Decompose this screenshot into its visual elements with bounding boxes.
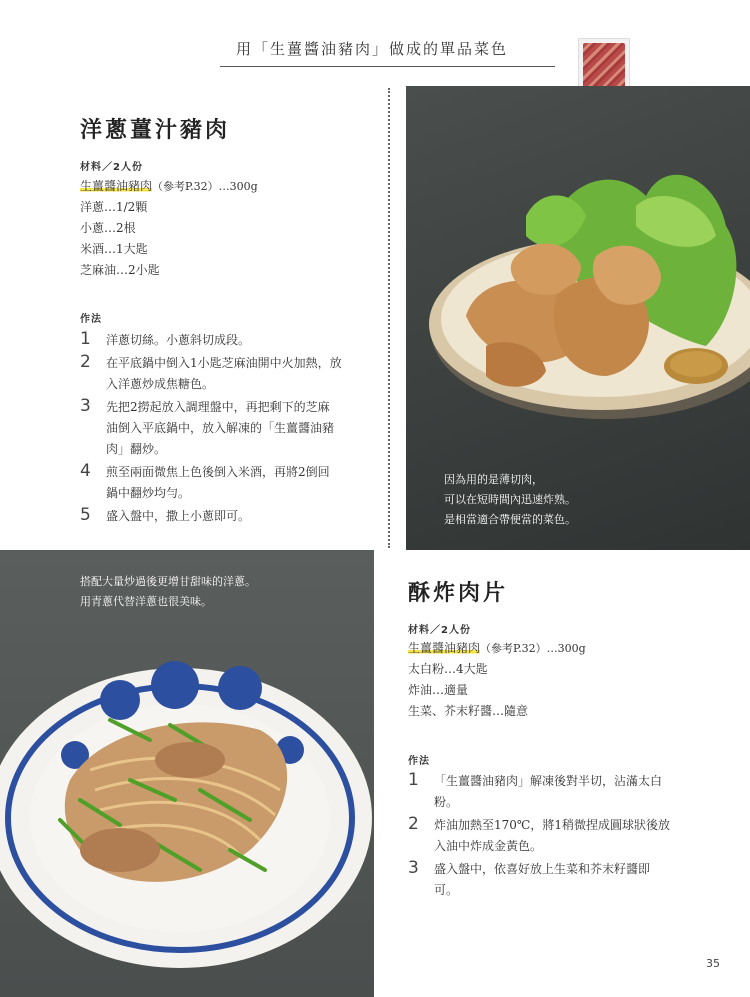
step-text: 粉。: [434, 795, 459, 809]
step-item: [80, 330, 380, 351]
step-text: 先把2撈起放入調理盤中，再把剩下的芝麻: [106, 400, 330, 414]
step-text: 油倒入平底鍋中，放入解凍的「生薑醬油豬: [106, 421, 335, 435]
page-number: 35: [706, 957, 720, 970]
recipe2-photo-caption: [444, 470, 576, 530]
caption-line: 是相當適合帶便當的菜色。: [444, 513, 576, 526]
caption-line: 可以在短時間內迅速炸熟。: [444, 493, 576, 506]
step-number: 1: [80, 329, 91, 349]
step-item: [80, 506, 380, 527]
recipe1-steps: [80, 330, 380, 529]
stir-fry-pork-photo: [0, 550, 374, 997]
recipe1-method-heading: 作法: [80, 314, 102, 325]
caption-line: 因為用的是薄切肉，: [444, 473, 543, 486]
step-text: 在平底鍋中倒入1小匙芝麻油開中火加熱，放: [106, 356, 342, 370]
recipe1-ingredients-heading: 材料／2人份: [80, 162, 143, 173]
caption-line: 搭配大量炒過後更增甘甜味的洋蔥。: [80, 575, 256, 588]
ingredient-item: 生菜、芥末籽醬…隨意: [408, 704, 529, 718]
recipe2-ingredients-heading: 材料／2人份: [408, 625, 471, 636]
ingredient-amount: （參考P.32）…300g: [152, 180, 258, 193]
ingredient-highlight: 生薑醬油豬肉: [408, 641, 481, 655]
step-number: 5: [80, 505, 91, 525]
ingredient-highlight: 生薑醬油豬肉: [80, 179, 153, 193]
caption-line: 用青蔥代替洋蔥也很美味。: [80, 595, 212, 608]
recipe2-steps: [408, 771, 723, 903]
recipe2-ingredient-list: [408, 638, 586, 722]
ingredient-item: 太白粉…4大匙: [408, 662, 488, 676]
step-text: 洋蔥切絲。小蔥斜切成段。: [106, 333, 251, 347]
ingredient-item: 炸油…適量: [408, 683, 469, 697]
stir-fry-illustration: [0, 550, 374, 997]
step-item: [80, 397, 380, 460]
step-item: [408, 815, 723, 857]
step-number: 4: [80, 461, 91, 481]
step-text: 肉」翻炒。: [106, 442, 167, 456]
recipe1-title: 洋蔥薑汁豬肉: [80, 117, 231, 143]
step-item: [408, 859, 723, 901]
fried-pork-photo: [406, 86, 750, 550]
recipe1-photo-caption: [80, 572, 256, 612]
ingredient-item: 米酒…1大匙: [80, 242, 148, 256]
step-number: 1: [408, 770, 419, 790]
step-text: 可。: [434, 883, 459, 897]
step-number: 2: [408, 814, 419, 834]
ingredient-item: 芝麻油…2小匙: [80, 263, 160, 277]
page-header-title: 用「生薑醬油豬肉」做成的單品菜色: [236, 40, 509, 58]
step-text: 盛入盤中，撒上小蔥即可。: [106, 509, 251, 523]
step-text: 盛入盤中，依喜好放上生菜和芥末籽醬即: [434, 862, 651, 876]
header-divider: [220, 66, 555, 67]
ingredient-item: 洋蔥…1/2顆: [80, 200, 148, 214]
step-item: [80, 462, 380, 504]
ingredient-item: [408, 638, 586, 659]
ingredient-item: [80, 176, 258, 197]
step-item: [80, 353, 380, 395]
step-text: 煎至兩面微焦上色後倒入米酒，再將2倒回: [106, 465, 330, 479]
ingredient-amount: （參考P.32）…300g: [480, 642, 586, 655]
step-text: 「生薑醬油豬肉」解凍後對半切，沾滿太白: [434, 774, 663, 788]
recipe2-method-heading: 作法: [408, 756, 430, 767]
step-text: 入油中炸成金黃色。: [434, 839, 543, 853]
column-divider: [388, 88, 390, 548]
step-text: 炸油加熱至170℃，將1稍微捏成圓球狀後放: [434, 818, 670, 832]
ingredient-item: 小蔥…2根: [80, 221, 136, 235]
recipe1-ingredient-list: [80, 176, 258, 281]
step-text: 鍋中翻炒均勻。: [106, 486, 191, 500]
recipe2-title: 酥炸肉片: [408, 580, 509, 606]
step-number: 3: [80, 396, 91, 416]
step-number: 3: [408, 858, 419, 878]
step-text: 入洋蔥炒成焦糖色。: [106, 377, 215, 391]
step-number: 2: [80, 352, 91, 372]
step-item: [408, 771, 723, 813]
